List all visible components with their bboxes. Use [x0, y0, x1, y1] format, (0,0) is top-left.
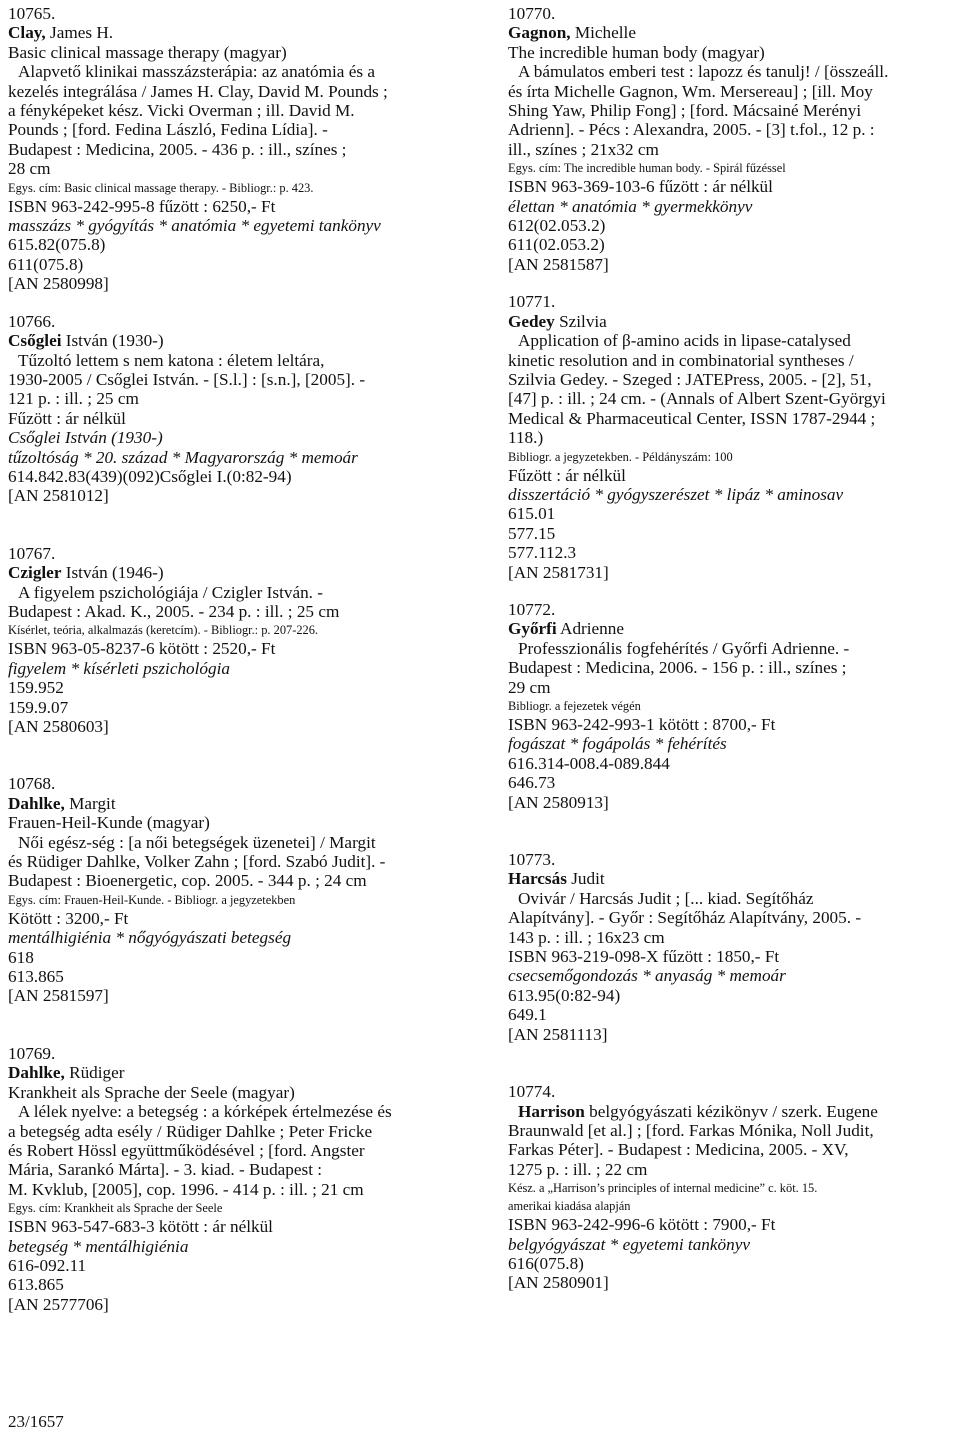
entry-line: [AN 2581597]: [8, 986, 109, 1006]
entry-line: 159.9.07: [8, 697, 69, 717]
entry-number: 10771.: [508, 292, 556, 312]
entry-line: ISBN 963-05-8237-6 kötött : 2520,- Ft: [8, 639, 276, 659]
entry-line: Application of β-amino acids in lipase-catalysed: [518, 331, 851, 351]
entry-line: ISBN 963-242-996-6 kötött : 7900,- Ft: [508, 1215, 776, 1235]
entry-line: 118.): [508, 428, 544, 448]
entry-line: [47] p. : ill. ; 24 cm. - (Annals of Albert Szent-Györgyi: [508, 389, 886, 409]
entry-line: Szilvia Gedey. - Szeged : JATEPress, 2005. - [2], 51,: [508, 369, 872, 389]
author-surname: Clay,: [8, 23, 46, 43]
entry-line: Fűzött : ár nélkül: [8, 408, 126, 428]
entry-line: Budapest : Bioenergetic, cop. 2005. - 344 p. ; 24 cm: [8, 871, 367, 891]
entry-note: Egys. cím: Krankheit als Sprache der Seele: [8, 1201, 223, 1216]
entry-note: Bibliogr. a fejezetek végén: [508, 699, 641, 713]
entry-line: 121 p. : ill. ; 25 cm: [8, 389, 139, 409]
entry-line: A figyelem pszichológiája / Czigler István. -: [18, 582, 323, 602]
entry-line: [AN 2580603]: [8, 717, 109, 736]
catalog-entry: [508, 1082, 956, 1293]
entry-note: Egys. cím: Frauen-Heil-Kunde. - Bibliogr. a jegyzetekben: [8, 892, 296, 907]
title-bold: Harrison: [518, 1101, 585, 1121]
entry-note: Egys. cím: The incredible human body. - Spirál fűzéssel: [508, 161, 786, 176]
entry-line: a fényképeket kész. Vicki Overman ; ill. David M.: [8, 101, 355, 121]
entry-line: Budapest : Medicina, 2005. - 436 p. : ill., színes ;: [8, 139, 347, 159]
entry-line: Alapítvány]. - Győr : Segítőház Alapítvány, 2005. -: [508, 908, 862, 928]
entry-subjects: mentálhigiénia * nőgyógyászati betegség: [8, 928, 292, 948]
entry-line: [AN 2581113]: [508, 1024, 608, 1044]
entry-line: Adrienn]. - Pécs : Alexandra, 2005. - [3] t.fol., 12 p. :: [508, 120, 875, 140]
entry-subjects: betegség * mentálhigiénia: [8, 1236, 189, 1256]
left-column: [8, 4, 463, 1314]
author-given-name: Szilvia: [554, 311, 607, 331]
entry-number: 10769.: [8, 1043, 56, 1063]
entry-line: Shing Yaw, Philip Fong] ; [ford. Mácsainé Merényi: [508, 101, 862, 121]
author-surname: Gedey: [508, 311, 555, 331]
entry-line: ISBN 963-242-995-8 fűzött : 6250,- Ft: [8, 196, 276, 216]
entry-author: [508, 619, 956, 638]
entry-line: The incredible human body (magyar): [508, 42, 765, 62]
entry-title: [508, 1102, 956, 1121]
entry-line: A bámulatos emberi test : lapozz és tanulj! / [összeáll.: [518, 62, 889, 82]
catalog-entry: [508, 600, 956, 812]
page-number: 23/1657: [8, 1412, 64, 1431]
catalog-entry: [508, 850, 956, 1044]
entry-author: [8, 23, 463, 42]
entry-author: [8, 563, 463, 582]
entry-line: a betegség adta esély / Rüdiger Dahlke ; Peter Fricke: [8, 1121, 373, 1141]
author-surname: Csőglei: [8, 331, 62, 351]
entry-line: 618: [8, 947, 34, 967]
entry-line: [AN 2581587]: [508, 254, 609, 274]
author-given-name: Margit: [64, 793, 116, 813]
author-given-name: Michelle: [570, 23, 636, 43]
entry-line: Professzionális fogfehérítés / Győrfi Adrienne. -: [518, 638, 850, 658]
entry-line: 28 cm: [8, 159, 51, 179]
author-given-name: Judit: [566, 869, 605, 889]
entry-line: 613.865: [8, 967, 64, 987]
catalog-entry: [8, 312, 463, 506]
entry-line: 613.95(0:82-94): [508, 985, 621, 1005]
entry-note: Kísérlet, teória, alkalmazás (keretcím). - Bibliogr.: p. 207-226.: [8, 623, 319, 638]
catalog-entry: [8, 544, 463, 737]
author-given-name: Rüdiger: [64, 1063, 125, 1083]
entry-note: Egys. cím: Basic clinical massage therapy. - Bibliogr.: p. 423.: [8, 180, 314, 195]
entry-subjects: disszertáció * gyógyszerészet * lipáz * aminosav: [508, 484, 844, 504]
catalog-entry: [8, 1044, 463, 1314]
entry-line: ill., színes ; 21x32 cm: [508, 139, 659, 159]
entry-line: 611(075.8): [8, 254, 84, 274]
entry-note: amerikai kiadása alapján: [508, 1199, 631, 1214]
entry-line: 611(02.053.2): [508, 235, 605, 255]
entry-line: Medical & Pharmaceutical Center, ISSN 1787-2944 ;: [508, 408, 876, 428]
entry-author: [508, 23, 956, 42]
entry-subjects: tűzoltóság * 20. század * Magyarország * memoár: [8, 447, 358, 467]
author-given-name: James H.: [45, 23, 114, 43]
entry-line: 1930-2005 / Csőglei István. - [S.l.] : [s.n.], [2005]. -: [8, 369, 366, 389]
entry-number: 10765.: [8, 4, 56, 23]
entry-line: Alapvető klinikai masszázsterápia: az anatómia és a: [18, 62, 375, 82]
entry-line: Basic clinical massage therapy (magyar): [8, 42, 287, 62]
entry-line: [AN 2581731]: [508, 562, 609, 582]
entry-line: 615.01: [508, 504, 556, 524]
entry-line: kezelés integrálása / James H. Clay, David M. Pounds ;: [8, 81, 388, 101]
entry-subjects: élettan * anatómia * gyermekkönyv: [508, 196, 753, 216]
entry-line: és Robert Hössl együttműködésével ; [ford. Angster: [8, 1140, 365, 1160]
title-rest: belgyógyászati kézikönyv / szerk. Eugene: [584, 1101, 878, 1121]
catalog-entry: [8, 774, 463, 1005]
entry-line: Mária, Sarankó Márta]. - 3. kiad. - Budapest :: [8, 1160, 323, 1180]
entry-line: Kötött : 3200,- Ft: [8, 908, 129, 928]
entry-line: 577.15: [508, 523, 556, 543]
entry-author: [508, 312, 956, 331]
entry-subjects: Csőglei István (1930-): [8, 428, 163, 448]
entry-line: Budapest : Akad. K., 2005. - 234 p. : ill. ; 25 cm: [8, 601, 340, 621]
entry-line: 612(02.053.2): [508, 216, 606, 236]
entry-line: Fűzött : ár nélkül: [508, 465, 626, 485]
entry-line: és írta Michelle Gagnon, Wm. Mersereau] ; [ill. Moy: [508, 81, 873, 101]
entry-line: [AN 2580913]: [508, 792, 609, 812]
entry-note: Kész. a „Harrison’s principles of internal medicine” c. köt. 15.: [508, 1181, 818, 1196]
entry-subjects: fogászat * fogápolás * fehérítés: [508, 734, 727, 754]
entry-number: 10773.: [508, 850, 556, 870]
entry-line: Tűzoltó lettem s nem katona : életem leltára,: [18, 350, 325, 370]
entry-line: 159.952: [8, 678, 64, 698]
entry-number: 10767.: [8, 543, 56, 563]
catalog-entry: [508, 4, 956, 274]
entry-line: 614.842.83(439)(092)Csőglei I.(0:82-94): [8, 466, 292, 486]
entry-subjects: csecsemőgondozás * anyaság * memoár: [508, 966, 786, 986]
entry-line: Braunwald [et al.] ; [ford. Farkas Mónika, Noll Judit,: [508, 1120, 874, 1140]
entry-line: 29 cm: [508, 677, 551, 697]
entry-line: A lélek nyelve: a betegség : a kórképek értelmezése és: [18, 1102, 392, 1122]
entry-number: 10772.: [508, 599, 556, 619]
catalog-entry: [508, 292, 956, 582]
entry-line: ISBN 963-242-993-1 kötött : 8700,- Ft: [508, 715, 776, 734]
entry-line: Női egész-ség : [a női betegségek üzenetei] / Margit: [18, 832, 376, 852]
entry-line: Farkas Péter]. - Budapest : Medicina, 2005. - XV,: [508, 1140, 849, 1160]
entry-note: Bibliogr. a jegyzetekben. - Példányszám: 100: [508, 449, 733, 464]
entry-line: 613.865: [8, 1275, 64, 1295]
entry-line: [AN 2581012]: [8, 486, 109, 506]
entry-line: ISBN 963-547-683-3 kötött : ár nélkül: [8, 1217, 273, 1237]
entry-line: 616.314-008.4-089.844: [508, 753, 670, 773]
entry-number: 10774.: [508, 1082, 556, 1102]
entry-line: Ovivár / Harcsás Judit ; [... kiad. Segítőház: [518, 888, 814, 908]
author-surname: Győrfi: [508, 619, 557, 639]
author-given-name: Adrienne: [556, 619, 624, 639]
entry-author: [8, 1063, 463, 1082]
entry-line: 577.112.3: [508, 543, 577, 563]
entry-line: Pounds ; [ford. Fedina László, Fedina Lídia]. -: [8, 120, 328, 140]
entry-line: [AN 2580998]: [8, 274, 109, 294]
author-surname: Dahlke,: [8, 1063, 65, 1083]
entry-line: [AN 2577706]: [8, 1294, 109, 1314]
entry-line: 615.82(075.8): [8, 235, 106, 255]
entry-line: és Rüdiger Dahlke, Volker Zahn ; [ford. Szabó Judit]. -: [8, 852, 386, 872]
entry-line: kinetic resolution and in combinatorial syntheses /: [508, 350, 854, 370]
entry-line: ISBN 963-219-098-X fűzött : 1850,- Ft: [508, 947, 780, 967]
entry-author: [8, 794, 463, 813]
author-surname: Harcsás: [508, 869, 567, 889]
right-column: [508, 4, 956, 1293]
author-surname: Gagnon,: [508, 23, 571, 43]
author-surname: Dahlke,: [8, 793, 65, 813]
entry-line: Frauen-Heil-Kunde (magyar): [8, 813, 210, 833]
entry-number: 10768.: [8, 774, 56, 794]
entry-line: 649.1: [508, 1005, 547, 1025]
entry-author: [508, 869, 956, 888]
entry-subjects: masszázs * gyógyítás * anatómia * egyetemi tankönyv: [8, 216, 381, 236]
entry-number: 10770.: [508, 4, 556, 23]
entry-line: M. Kvklub, [2005], cop. 1996. - 414 p. : ill. ; 21 cm: [8, 1179, 364, 1199]
author-surname: Czigler: [8, 563, 62, 583]
entry-subjects: figyelem * kísérleti pszichológia: [8, 658, 230, 678]
entry-line: [AN 2580901]: [508, 1273, 609, 1293]
entry-subjects: belgyógyászat * egyetemi tankönyv: [508, 1234, 750, 1254]
entry-author: [8, 331, 463, 350]
entry-number: 10766.: [8, 311, 56, 331]
author-given-name: István (1930-): [61, 331, 164, 351]
entry-line: 616(075.8): [508, 1253, 584, 1273]
entry-line: Krankheit als Sprache der Seele (magyar): [8, 1082, 295, 1102]
entry-line: Budapest : Medicina, 2006. - 156 p. : ill., színes ;: [508, 658, 847, 678]
catalog-entry: [8, 4, 463, 294]
entry-line: 1275 p. : ill. ; 22 cm: [508, 1159, 648, 1179]
entry-line: 646.73: [508, 773, 556, 793]
entry-line: 143 p. : ill. ; 16x23 cm: [508, 927, 665, 947]
author-given-name: István (1946-): [61, 563, 164, 583]
entry-line: ISBN 963-369-103-6 fűzött : ár nélkül: [508, 177, 773, 197]
entry-line: 616-092.11: [8, 1255, 87, 1275]
